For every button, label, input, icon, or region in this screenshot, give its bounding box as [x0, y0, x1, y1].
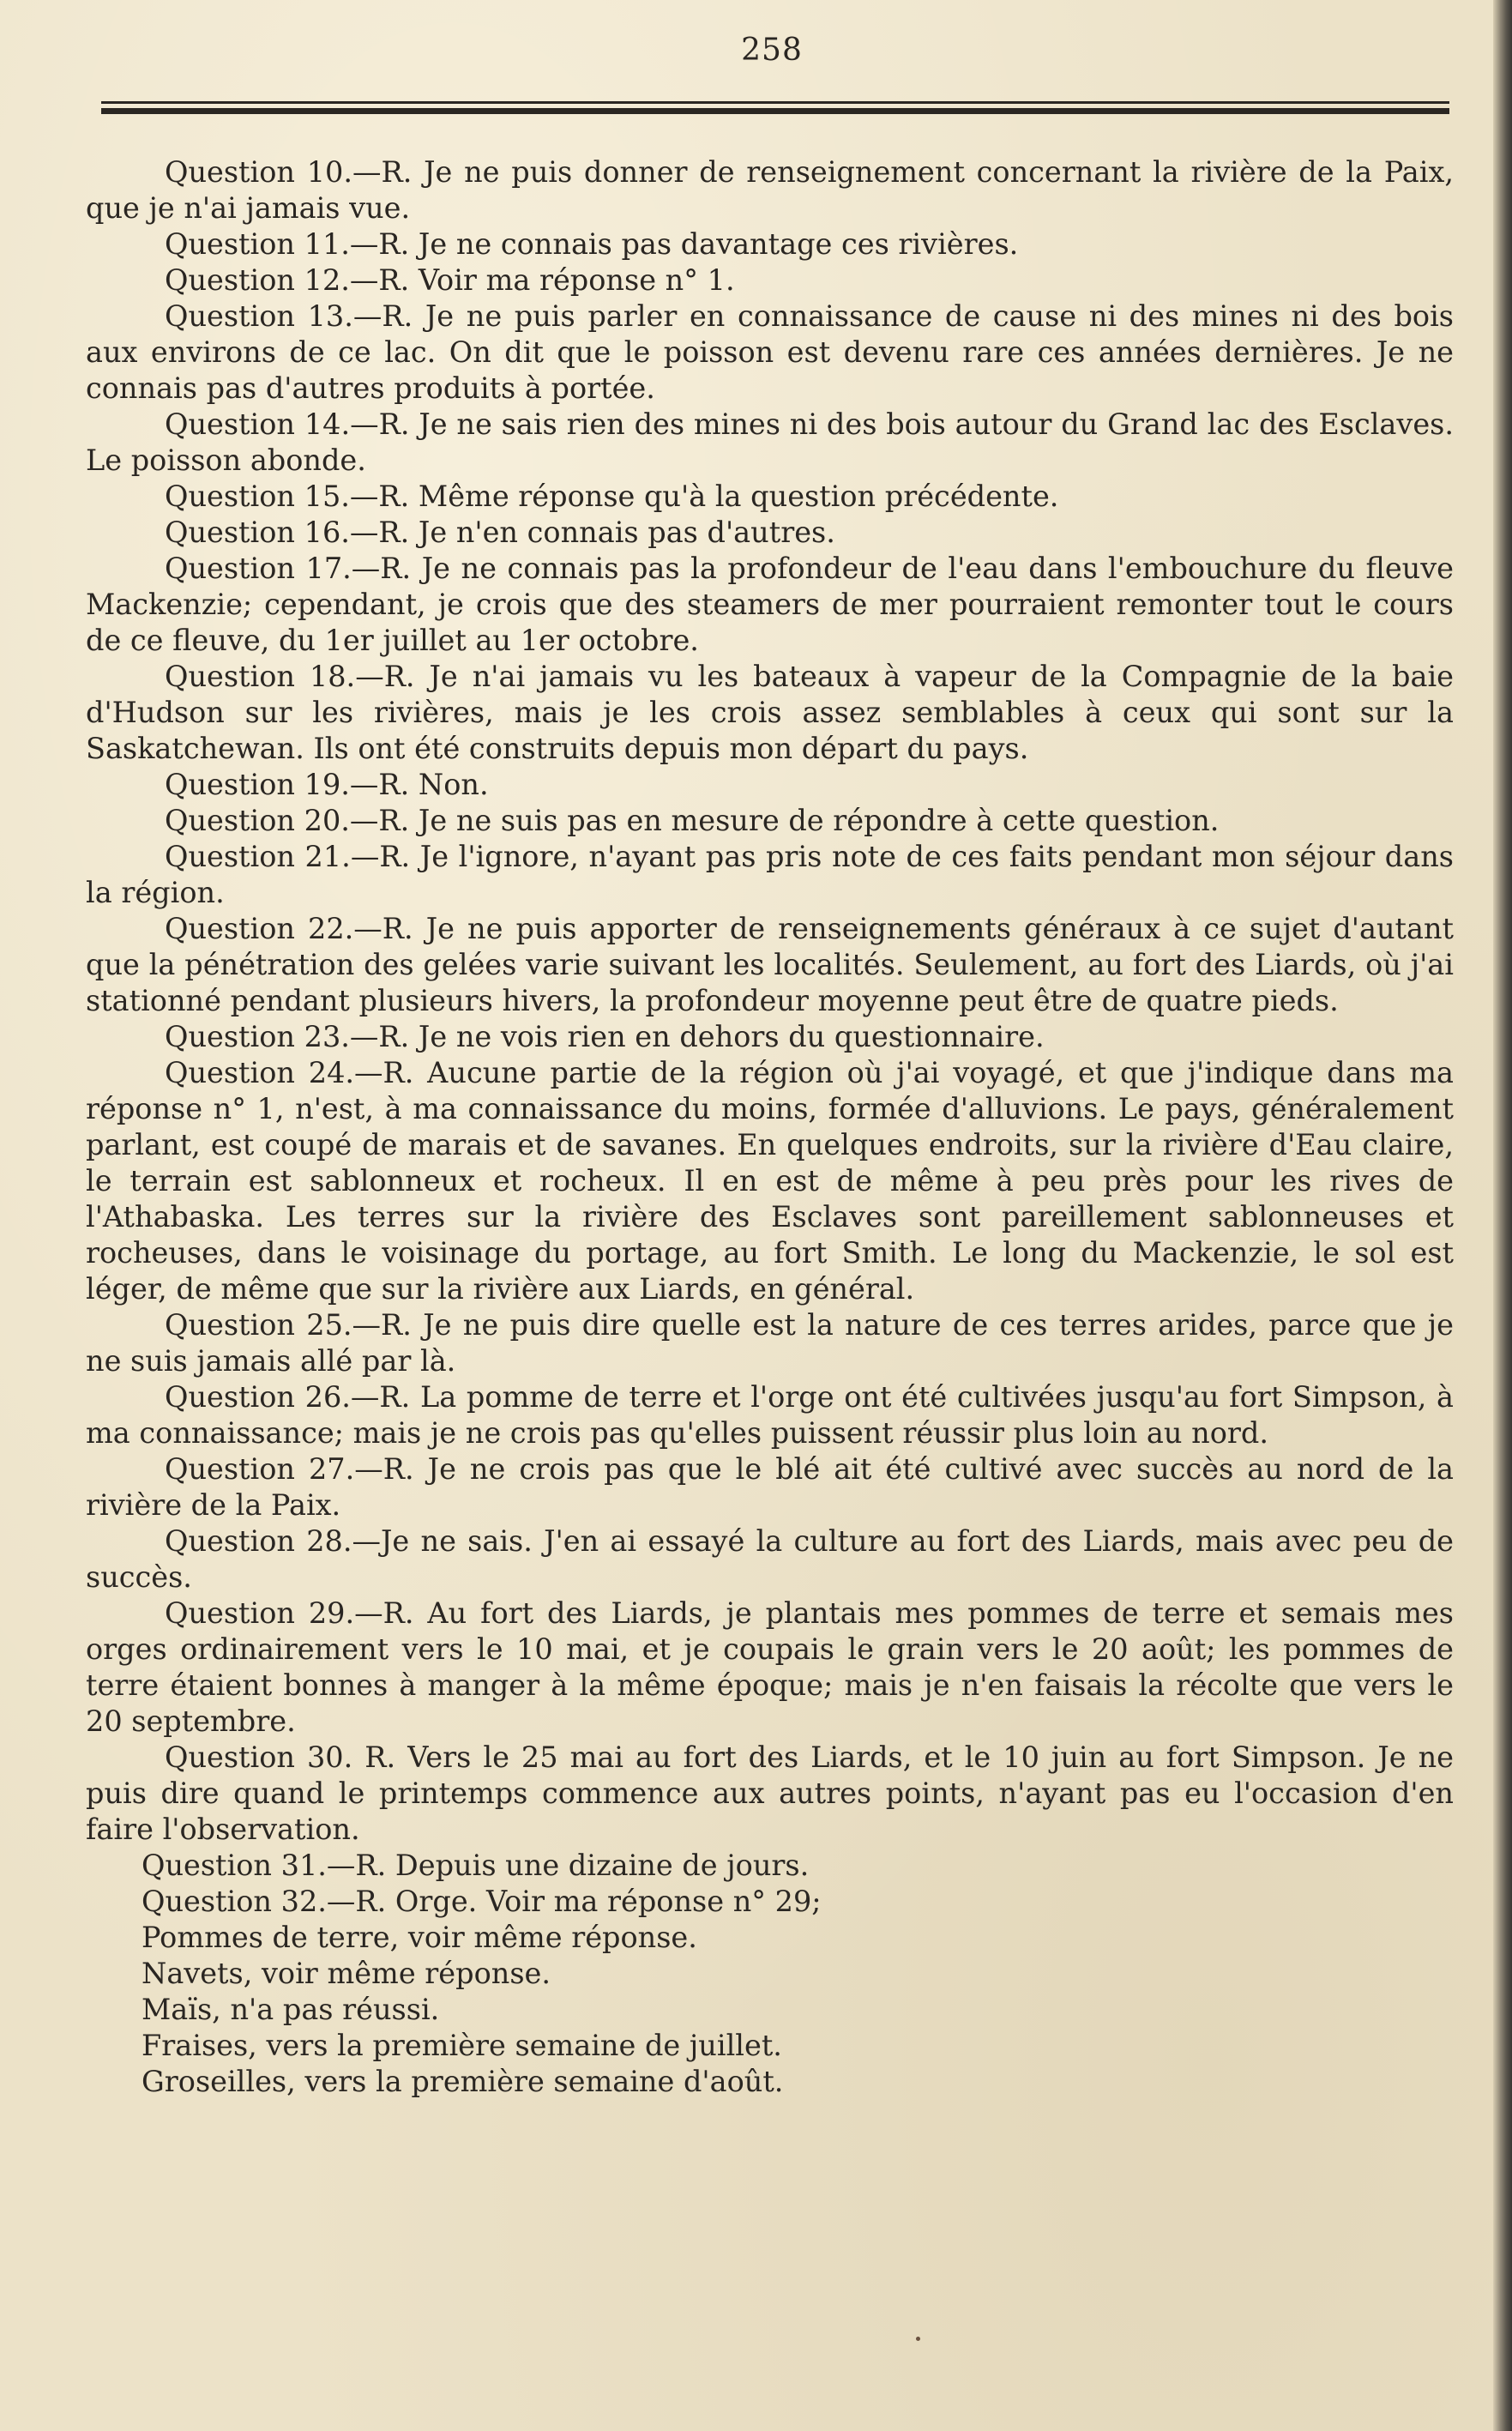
crop-item-strawberries: Fraises, vers la première semaine de juillet. [142, 2029, 782, 2062]
question-30: Question 30. R. Vers le 25 mai au fort des Liards, et le 10 juin au fort Simpson. Je ne puis dire quand le printemps commence aux autres points, n'ayant pas eu l'occasion d'en faire l'observation. [86, 1740, 1454, 1846]
question-31: Question 31.—R. Depuis une dizaine de jours. [142, 1849, 810, 1882]
question-15: Question 15.—R. Même réponse qu'à la question précédente. [165, 480, 1059, 513]
crop-item-turnips: Navets, voir même réponse. [142, 1957, 551, 1990]
body-text [86, 154, 1454, 2100]
ink-speck [916, 2337, 920, 2341]
crop-item-corn: Maïs, n'a pas réussi. [142, 1993, 440, 2026]
question-24: Question 24.—R. Aucune partie de la région où j'ai voyagé, et que j'indique dans ma réponse n° 1, n'est, à ma connaissance du moins, formée d'alluvions. Le pays, généralement parlant, est coupé de marais et de savanes. En quelques endroits, sur la rivière d'Eau claire, le terrain est sablonneux et rocheux. Il en est de même à peu près pour les rives de l'Athabaska. Les terres sur la rivière des Esclaves sont pareillement sablonneuses et rocheuses, dans le voisinage du portage, au fort Smith. Le long du Mackenzie, le sol est léger, de même que sur la rivière aux Liards, en général. [86, 1056, 1454, 1306]
question-28: Question 28.—Je ne sais. J'en ai essayé la culture au fort des Liards, mais avec peu de succès. [86, 1524, 1454, 1594]
question-23: Question 23.—R. Je ne vois rien en dehors du questionnaire. [165, 1020, 1045, 1053]
question-21: Question 21.—R. Je l'ignore, n'ayant pas pris note de ces faits pendant mon séjour dans la région. [86, 840, 1454, 909]
page-binding-edge [1493, 0, 1512, 2431]
question-16: Question 16.—R. Je n'en connais pas d'autres. [165, 516, 835, 549]
question-11: Question 11.—R. Je ne connais pas davantage ces rivières. [165, 227, 1019, 261]
question-12: Question 12.—R. Voir ma réponse n° 1. [165, 263, 735, 297]
question-22: Question 22.—R. Je ne puis apporter de renseignements généraux à ce sujet d'autant que la pénétration des gelées varie suivant les localités. Seulement, au fort des Liards, où j'ai stationné pendant plusieurs hivers, la profondeur moyenne peut être de quatre pieds. [86, 912, 1454, 1017]
question-25: Question 25.—R. Je ne puis dire quelle est la nature de ces terres arides, parce que je ne suis jamais allé par là. [86, 1308, 1454, 1378]
question-10: Question 10.—R. Je ne puis donner de renseignement concernant la rivière de la Paix, que je n'ai jamais vue. [86, 155, 1454, 225]
crop-item-potatoes: Pommes de terre, voir même réponse. [142, 1921, 697, 1954]
question-20: Question 20.—R. Je ne suis pas en mesure de répondre à cette question. [165, 804, 1220, 837]
question-13: Question 13.—R. Je ne puis parler en connaissance de cause ni des mines ni des bois aux environs de ce lac. On dit que le poisson est devenu rare ces années dernières. Je ne connais pas d'autres produits à portée. [86, 299, 1454, 405]
header-rule-thin [101, 101, 1449, 104]
crop-item-currants: Groseilles, vers la première semaine d'août. [142, 2065, 784, 2098]
question-26: Question 26.—R. La pomme de terre et l'orge ont été cultivées jusqu'au fort Simpson, à ma connaissance; mais je ne crois pas qu'elles puissent réussir plus loin au nord. [86, 1380, 1454, 1450]
page-number: 258 [741, 33, 803, 68]
question-27: Question 27.—R. Je ne crois pas que le blé ait été cultivé avec succès au nord de la rivière de la Paix. [86, 1452, 1454, 1522]
question-18: Question 18.—R. Je n'ai jamais vu les bateaux à vapeur de la Compagnie de la baie d'Hudson sur les rivières, mais je les crois assez semblables à ceux qui sont sur la Saskatchewan. Ils ont été construits depuis mon départ du pays. [86, 660, 1454, 765]
question-29: Question 29.—R. Au fort des Liards, je plantais mes pommes de terre et semais mes orges ordinairement vers le 10 mai, et je coupais le grain vers le 20 août; les pommes de terre étaient bonnes à manger à la même époque; mais je n'en faisais la récolte que vers le 20 septembre. [86, 1596, 1454, 1738]
question-17: Question 17.—R. Je ne connais pas la profondeur de l'eau dans l'embouchure du fleuve Mackenzie; cependant, je crois que des steamers de mer pourraient remonter tout le cours de ce fleuve, du 1er juillet au 1er octobre. [86, 552, 1454, 657]
question-32: Question 32.—R. Orge. Voir ma réponse n° 29; [142, 1885, 822, 1918]
question-19: Question 19.—R. Non. [165, 768, 489, 801]
header-rule-thick [101, 108, 1449, 114]
question-14: Question 14.—R. Je ne sais rien des mines ni des bois autour du Grand lac des Esclaves. Le poisson abonde. [86, 407, 1454, 477]
